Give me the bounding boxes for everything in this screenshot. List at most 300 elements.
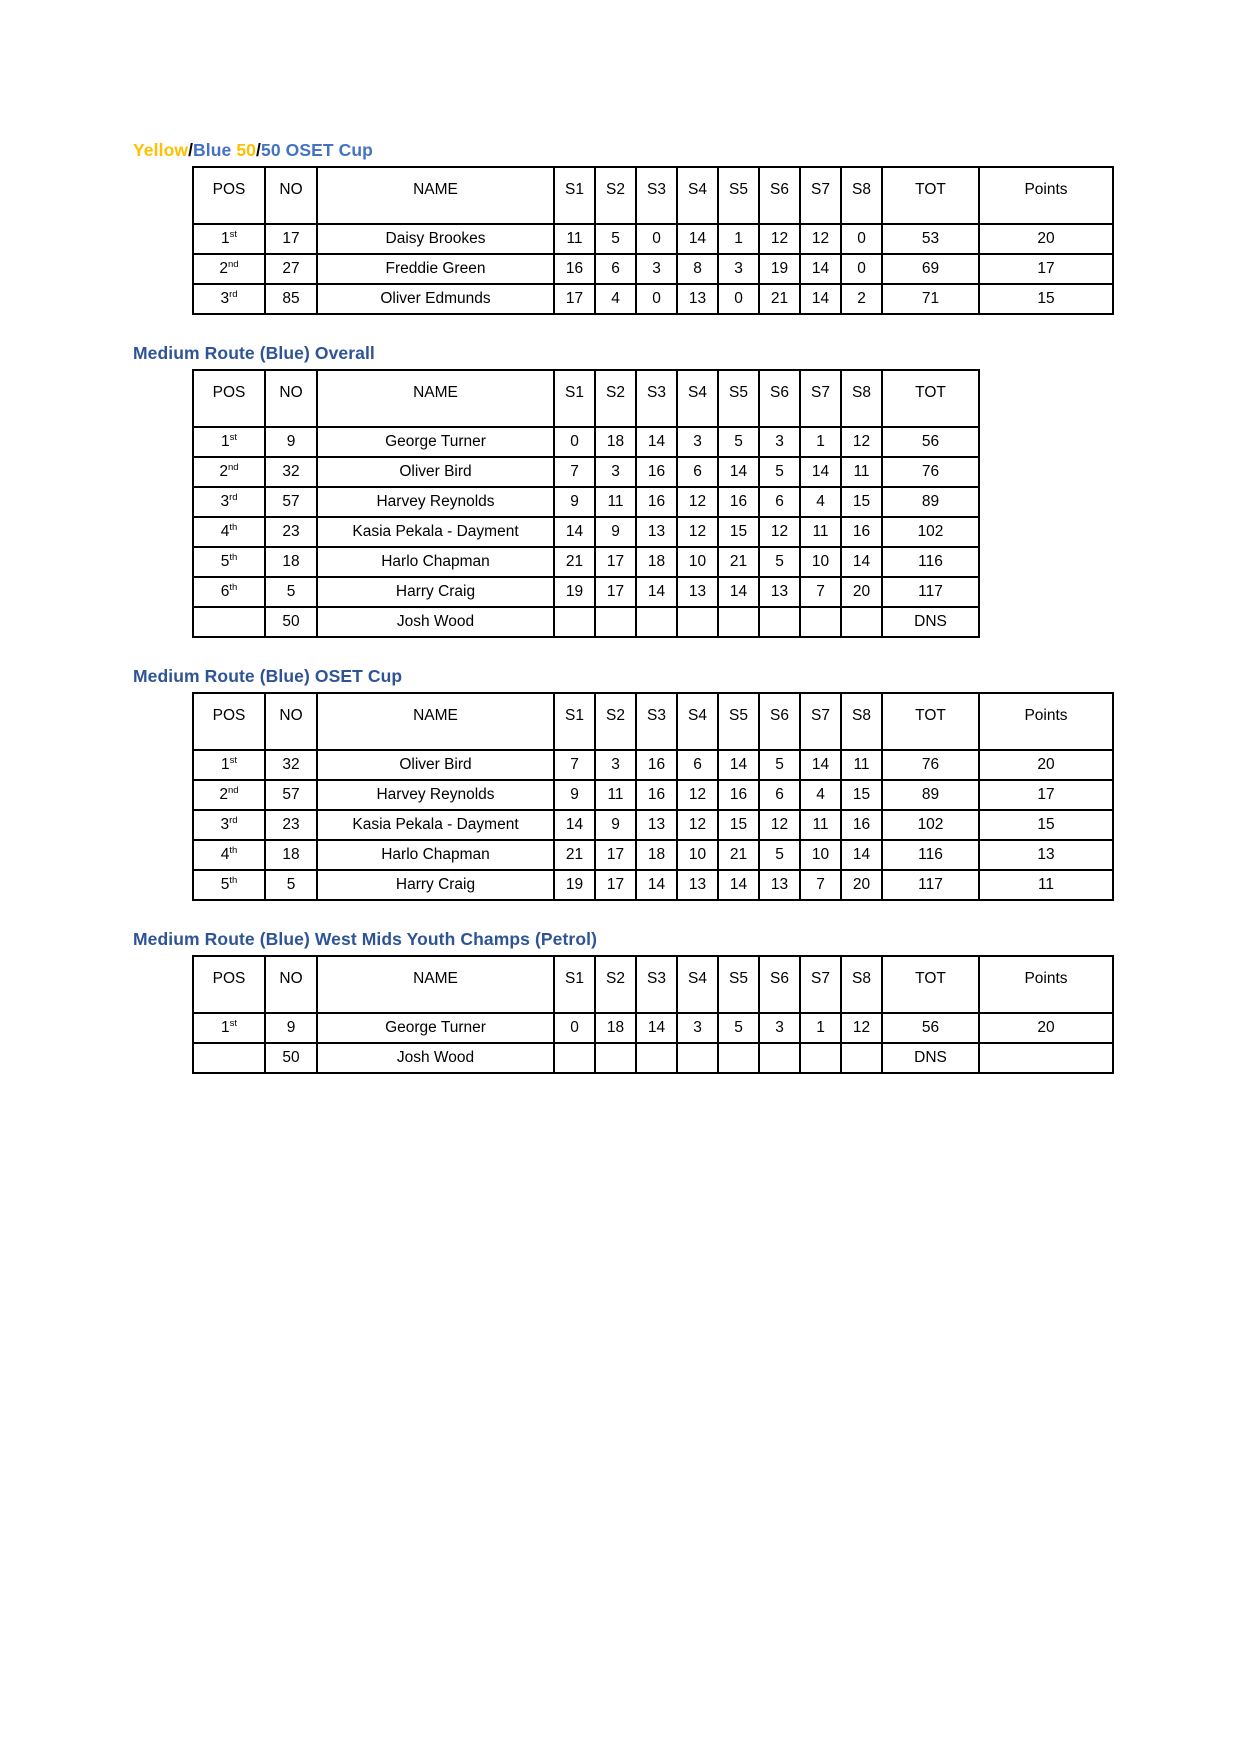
cell-section-score-s7: 1: [800, 427, 841, 457]
cell-rider-name: George Turner: [317, 427, 554, 457]
cell-section-score-s6: 12: [759, 224, 800, 254]
cell-rider-name: Harvey Reynolds: [317, 780, 554, 810]
column-header-points: Points: [979, 693, 1113, 750]
cell-rider-name: Kasia Pekala - Dayment: [317, 517, 554, 547]
cell-rider-name: Kasia Pekala - Dayment: [317, 810, 554, 840]
cell-section-score-s1: 14: [554, 517, 595, 547]
cell-section-score-s1: 0: [554, 427, 595, 457]
column-header-no: NO: [265, 693, 317, 750]
cell-section-score-s6: 13: [759, 870, 800, 900]
cell-total: 102: [882, 810, 979, 840]
position-number: 5: [220, 553, 230, 570]
position-number: 3: [220, 816, 230, 833]
cell-section-score-s7: 11: [800, 517, 841, 547]
cell-points: 17: [979, 780, 1113, 810]
section-heading: [133, 342, 1240, 364]
column-header-name: NAME: [317, 693, 554, 750]
cell-section-score-s1: [554, 607, 595, 637]
results-table: [192, 955, 1114, 1074]
heading-text-run: Yellow: [133, 140, 189, 160]
cell-section-score-s5: [718, 1043, 759, 1073]
column-header-name: NAME: [317, 956, 554, 1013]
position-number: 1: [220, 230, 230, 247]
position-number: 4: [220, 846, 230, 863]
column-header-pos: POS: [193, 370, 265, 427]
cell-position: [193, 780, 265, 810]
cell-position: [193, 224, 265, 254]
cell-section-score-s6: 3: [759, 427, 800, 457]
cell-section-score-s2: 9: [595, 517, 636, 547]
cell-section-score-s4: [677, 607, 718, 637]
column-header-tot: TOT: [882, 167, 979, 224]
position-ordinal-suffix: rd: [229, 491, 238, 503]
cell-section-score-s3: 16: [636, 457, 677, 487]
cell-section-score-s4: 3: [677, 1013, 718, 1043]
heading-text-run: Medium Route (Blue) West Mids Youth Champs (Petrol): [133, 929, 598, 949]
cell-points: 20: [979, 1013, 1113, 1043]
column-header-tot: TOT: [882, 370, 979, 427]
cell-section-score-s4: 12: [677, 517, 718, 547]
column-header-s2: S2: [595, 167, 636, 224]
cell-rider-number: 5: [265, 870, 317, 900]
cell-section-score-s1: 21: [554, 840, 595, 870]
column-header-name: NAME: [317, 167, 554, 224]
cell-total: DNS: [882, 607, 979, 637]
column-header-s1: S1: [554, 956, 595, 1013]
cell-section-score-s3: 14: [636, 1013, 677, 1043]
heading-text-run: 50: [236, 140, 257, 160]
column-header-no: NO: [265, 167, 317, 224]
section-heading: [133, 139, 1240, 161]
position-number: 4: [220, 523, 230, 540]
cell-points: 11: [979, 870, 1113, 900]
cell-section-score-s3: 16: [636, 780, 677, 810]
cell-section-score-s5: 14: [718, 577, 759, 607]
column-header-s4: S4: [677, 956, 718, 1013]
cell-rider-name: Harlo Chapman: [317, 840, 554, 870]
cell-section-score-s4: 6: [677, 457, 718, 487]
cell-section-score-s1: 7: [554, 750, 595, 780]
cell-section-score-s8: 11: [841, 457, 882, 487]
cell-position: [193, 254, 265, 284]
cell-section-score-s5: 16: [718, 780, 759, 810]
cell-section-score-s8: 20: [841, 577, 882, 607]
results-table: [192, 369, 980, 638]
heading-text-run: /: [256, 140, 261, 160]
cell-section-score-s8: 20: [841, 870, 882, 900]
column-header-s5: S5: [718, 956, 759, 1013]
cell-rider-name: Freddie Green: [317, 254, 554, 284]
cell-rider-number: 57: [265, 487, 317, 517]
position-ordinal-suffix: st: [229, 228, 237, 240]
cell-section-score-s3: 14: [636, 427, 677, 457]
cell-section-score-s7: 7: [800, 870, 841, 900]
cell-total: 53: [882, 224, 979, 254]
column-header-pos: POS: [193, 167, 265, 224]
table-row: [193, 840, 1113, 870]
cell-section-score-s8: 0: [841, 224, 882, 254]
cell-section-score-s8: 11: [841, 750, 882, 780]
cell-rider-number: 50: [265, 1043, 317, 1073]
cell-position: [193, 284, 265, 314]
column-header-pos: POS: [193, 956, 265, 1013]
position-number: 3: [220, 493, 230, 510]
cell-section-score-s8: [841, 607, 882, 637]
position-number: 2: [219, 463, 229, 480]
cell-rider-number: 50: [265, 607, 317, 637]
column-header-s1: S1: [554, 167, 595, 224]
cell-total: DNS: [882, 1043, 979, 1073]
table-row: [193, 1043, 1113, 1073]
column-header-s1: S1: [554, 370, 595, 427]
cell-section-score-s2: 3: [595, 457, 636, 487]
cell-section-score-s7: 12: [800, 224, 841, 254]
cell-section-score-s3: 14: [636, 870, 677, 900]
cell-section-score-s2: 11: [595, 780, 636, 810]
cell-total: 76: [882, 750, 979, 780]
cell-section-score-s8: 12: [841, 1013, 882, 1043]
cell-section-score-s5: 14: [718, 750, 759, 780]
position-ordinal-suffix: th: [229, 551, 238, 563]
cell-points: [979, 1043, 1113, 1073]
cell-section-score-s2: 6: [595, 254, 636, 284]
position-ordinal-suffix: st: [229, 754, 237, 766]
cell-section-score-s1: 9: [554, 487, 595, 517]
cell-section-score-s6: 5: [759, 547, 800, 577]
cell-section-score-s2: 17: [595, 870, 636, 900]
cell-section-score-s8: 2: [841, 284, 882, 314]
cell-total: 117: [882, 870, 979, 900]
results-section-4: [0, 928, 1240, 1074]
cell-section-score-s2: 18: [595, 1013, 636, 1043]
section-heading: [133, 928, 1240, 950]
table-row: [193, 780, 1113, 810]
column-header-s3: S3: [636, 693, 677, 750]
table-row: [193, 254, 1113, 284]
column-header-s4: S4: [677, 167, 718, 224]
cell-points: 20: [979, 224, 1113, 254]
cell-total: 116: [882, 547, 979, 577]
cell-section-score-s8: 16: [841, 517, 882, 547]
cell-section-score-s5: 0: [718, 284, 759, 314]
heading-text-run: Medium Route (Blue) Overall: [133, 343, 375, 363]
cell-section-score-s8: [841, 1043, 882, 1073]
column-header-s7: S7: [800, 693, 841, 750]
cell-section-score-s6: 6: [759, 487, 800, 517]
position-ordinal-suffix: rd: [229, 288, 238, 300]
column-header-s4: S4: [677, 370, 718, 427]
cell-rider-number: 18: [265, 840, 317, 870]
cell-rider-name: Harry Craig: [317, 577, 554, 607]
cell-section-score-s5: 16: [718, 487, 759, 517]
cell-section-score-s7: 4: [800, 487, 841, 517]
cell-section-score-s4: 6: [677, 750, 718, 780]
cell-position: [193, 750, 265, 780]
cell-section-score-s4: 13: [677, 577, 718, 607]
cell-section-score-s1: 0: [554, 1013, 595, 1043]
cell-section-score-s6: 12: [759, 517, 800, 547]
cell-section-score-s8: 12: [841, 427, 882, 457]
cell-section-score-s7: [800, 607, 841, 637]
cell-section-score-s2: 17: [595, 547, 636, 577]
column-header-s2: S2: [595, 370, 636, 427]
cell-section-score-s3: [636, 607, 677, 637]
cell-section-score-s4: 13: [677, 284, 718, 314]
cell-rider-number: 23: [265, 810, 317, 840]
cell-rider-name: George Turner: [317, 1013, 554, 1043]
header-row: [193, 370, 979, 427]
cell-section-score-s2: 5: [595, 224, 636, 254]
cell-position: [193, 1013, 265, 1043]
cell-rider-number: 9: [265, 1013, 317, 1043]
cell-rider-name: Josh Wood: [317, 1043, 554, 1073]
cell-section-score-s2: 17: [595, 840, 636, 870]
cell-rider-name: Daisy Brookes: [317, 224, 554, 254]
cell-section-score-s3: 16: [636, 487, 677, 517]
position-ordinal-suffix: st: [229, 431, 237, 443]
table-row: [193, 810, 1113, 840]
table-row: [193, 577, 979, 607]
heading-text-run: /: [188, 140, 194, 160]
cell-section-score-s3: 18: [636, 840, 677, 870]
cell-total: 116: [882, 840, 979, 870]
column-header-s7: S7: [800, 956, 841, 1013]
cell-section-score-s3: 16: [636, 750, 677, 780]
cell-section-score-s7: 10: [800, 840, 841, 870]
cell-position: [193, 577, 265, 607]
results-table: [192, 692, 1114, 901]
position-number: 3: [220, 290, 230, 307]
cell-section-score-s3: [636, 1043, 677, 1073]
cell-section-score-s2: 3: [595, 750, 636, 780]
heading-text-run: Blue: [193, 140, 237, 160]
cell-rider-number: 32: [265, 750, 317, 780]
cell-section-score-s8: 14: [841, 547, 882, 577]
cell-section-score-s4: 13: [677, 870, 718, 900]
cell-total: 117: [882, 577, 979, 607]
cell-section-score-s7: 4: [800, 780, 841, 810]
cell-section-score-s6: 12: [759, 810, 800, 840]
table-row: [193, 284, 1113, 314]
cell-rider-name: Harlo Chapman: [317, 547, 554, 577]
cell-position: [193, 487, 265, 517]
results-table: [192, 166, 1114, 315]
cell-position: [193, 427, 265, 457]
section-heading: [133, 665, 1240, 687]
cell-section-score-s8: 15: [841, 487, 882, 517]
cell-section-score-s8: 15: [841, 780, 882, 810]
cell-section-score-s7: 1: [800, 1013, 841, 1043]
column-header-s2: S2: [595, 693, 636, 750]
cell-section-score-s8: 0: [841, 254, 882, 284]
column-header-s5: S5: [718, 693, 759, 750]
cell-rider-name: Oliver Bird: [317, 457, 554, 487]
cell-rider-number: 18: [265, 547, 317, 577]
cell-section-score-s5: [718, 607, 759, 637]
cell-total: 71: [882, 284, 979, 314]
heading-text-run: 50 OSET Cup: [260, 140, 373, 160]
cell-rider-number: 85: [265, 284, 317, 314]
column-header-s4: S4: [677, 693, 718, 750]
column-header-tot: TOT: [882, 693, 979, 750]
cell-total: 89: [882, 487, 979, 517]
column-header-s2: S2: [595, 956, 636, 1013]
cell-section-score-s3: 13: [636, 517, 677, 547]
cell-points: 15: [979, 810, 1113, 840]
cell-section-score-s7: 14: [800, 457, 841, 487]
cell-position: [193, 840, 265, 870]
column-header-s3: S3: [636, 956, 677, 1013]
cell-rider-name: Oliver Bird: [317, 750, 554, 780]
cell-points: 15: [979, 284, 1113, 314]
cell-section-score-s6: 5: [759, 750, 800, 780]
cell-section-score-s4: [677, 1043, 718, 1073]
cell-points: 13: [979, 840, 1113, 870]
cell-section-score-s3: 3: [636, 254, 677, 284]
table-row: [193, 750, 1113, 780]
cell-section-score-s1: 14: [554, 810, 595, 840]
position-number: 5: [220, 876, 230, 893]
column-header-no: NO: [265, 956, 317, 1013]
cell-section-score-s6: 6: [759, 780, 800, 810]
cell-section-score-s1: 9: [554, 780, 595, 810]
cell-section-score-s6: 19: [759, 254, 800, 284]
header-row: [193, 167, 1113, 224]
cell-section-score-s1: 11: [554, 224, 595, 254]
table-row: [193, 427, 979, 457]
position-ordinal-suffix: nd: [228, 258, 239, 270]
column-header-s3: S3: [636, 167, 677, 224]
table-row: [193, 870, 1113, 900]
position-number: 2: [219, 260, 229, 277]
table-row: [193, 517, 979, 547]
position-ordinal-suffix: th: [229, 521, 238, 533]
header-row: [193, 956, 1113, 1013]
position-ordinal-suffix: th: [229, 874, 238, 886]
table-row: [193, 1013, 1113, 1043]
cell-rider-number: 23: [265, 517, 317, 547]
position-number: 1: [220, 756, 230, 773]
cell-section-score-s3: 0: [636, 284, 677, 314]
cell-total: 76: [882, 457, 979, 487]
column-header-s1: S1: [554, 693, 595, 750]
column-header-s8: S8: [841, 370, 882, 427]
table-row: [193, 224, 1113, 254]
cell-section-score-s4: 12: [677, 810, 718, 840]
column-header-s7: S7: [800, 167, 841, 224]
cell-total: 69: [882, 254, 979, 284]
position-number: 1: [220, 1019, 230, 1036]
cell-section-score-s6: 5: [759, 457, 800, 487]
cell-section-score-s4: 8: [677, 254, 718, 284]
cell-rider-name: Harvey Reynolds: [317, 487, 554, 517]
cell-section-score-s4: 12: [677, 780, 718, 810]
table-row: [193, 457, 979, 487]
cell-section-score-s6: 13: [759, 577, 800, 607]
column-header-name: NAME: [317, 370, 554, 427]
cell-section-score-s2: 17: [595, 577, 636, 607]
cell-section-score-s5: 14: [718, 457, 759, 487]
column-header-points: Points: [979, 167, 1113, 224]
cell-section-score-s7: 10: [800, 547, 841, 577]
column-header-s6: S6: [759, 956, 800, 1013]
cell-section-score-s5: 15: [718, 517, 759, 547]
cell-section-score-s2: [595, 607, 636, 637]
results-section-3: [0, 665, 1240, 901]
cell-position: [193, 870, 265, 900]
column-header-tot: TOT: [882, 956, 979, 1013]
column-header-points: Points: [979, 956, 1113, 1013]
cell-section-score-s5: 15: [718, 810, 759, 840]
cell-rider-number: 17: [265, 224, 317, 254]
cell-position: [193, 547, 265, 577]
cell-section-score-s1: [554, 1043, 595, 1073]
cell-rider-name: Josh Wood: [317, 607, 554, 637]
cell-section-score-s7: 11: [800, 810, 841, 840]
column-header-s6: S6: [759, 693, 800, 750]
column-header-s7: S7: [800, 370, 841, 427]
position-number: 6: [220, 583, 230, 600]
header-row: [193, 693, 1113, 750]
position-ordinal-suffix: th: [229, 581, 238, 593]
table-row: [193, 547, 979, 577]
position-ordinal-suffix: nd: [228, 784, 239, 796]
cell-position: [193, 810, 265, 840]
cell-total: 56: [882, 427, 979, 457]
cell-position: [193, 457, 265, 487]
cell-rider-number: 32: [265, 457, 317, 487]
cell-section-score-s1: 17: [554, 284, 595, 314]
cell-section-score-s4: 3: [677, 427, 718, 457]
cell-section-score-s3: 14: [636, 577, 677, 607]
position-number: 1: [220, 433, 230, 450]
cell-rider-number: 57: [265, 780, 317, 810]
cell-points: 17: [979, 254, 1113, 284]
cell-position: [193, 1043, 265, 1073]
position-ordinal-suffix: th: [229, 844, 238, 856]
results-section-2: [0, 342, 1240, 638]
cell-position: [193, 607, 265, 637]
cell-rider-number: 27: [265, 254, 317, 284]
column-header-s6: S6: [759, 167, 800, 224]
results-section-1: [0, 139, 1240, 315]
cell-section-score-s7: 14: [800, 750, 841, 780]
cell-section-score-s1: 7: [554, 457, 595, 487]
cell-section-score-s5: 21: [718, 840, 759, 870]
cell-section-score-s1: 19: [554, 577, 595, 607]
position-ordinal-suffix: rd: [229, 814, 238, 826]
table-row: [193, 487, 979, 517]
cell-section-score-s8: 16: [841, 810, 882, 840]
cell-section-score-s7: 14: [800, 284, 841, 314]
cell-rider-number: 5: [265, 577, 317, 607]
heading-text-run: Medium Route (Blue) OSET Cup: [133, 666, 403, 686]
cell-section-score-s2: 11: [595, 487, 636, 517]
cell-rider-name: Oliver Edmunds: [317, 284, 554, 314]
cell-total: 56: [882, 1013, 979, 1043]
cell-section-score-s4: 14: [677, 224, 718, 254]
position-number: 2: [219, 786, 229, 803]
cell-total: 102: [882, 517, 979, 547]
cell-section-score-s5: 1: [718, 224, 759, 254]
column-header-pos: POS: [193, 693, 265, 750]
cell-section-score-s4: 12: [677, 487, 718, 517]
cell-section-score-s6: 21: [759, 284, 800, 314]
cell-position: [193, 517, 265, 547]
cell-section-score-s6: 5: [759, 840, 800, 870]
table-row: [193, 607, 979, 637]
cell-section-score-s4: 10: [677, 547, 718, 577]
